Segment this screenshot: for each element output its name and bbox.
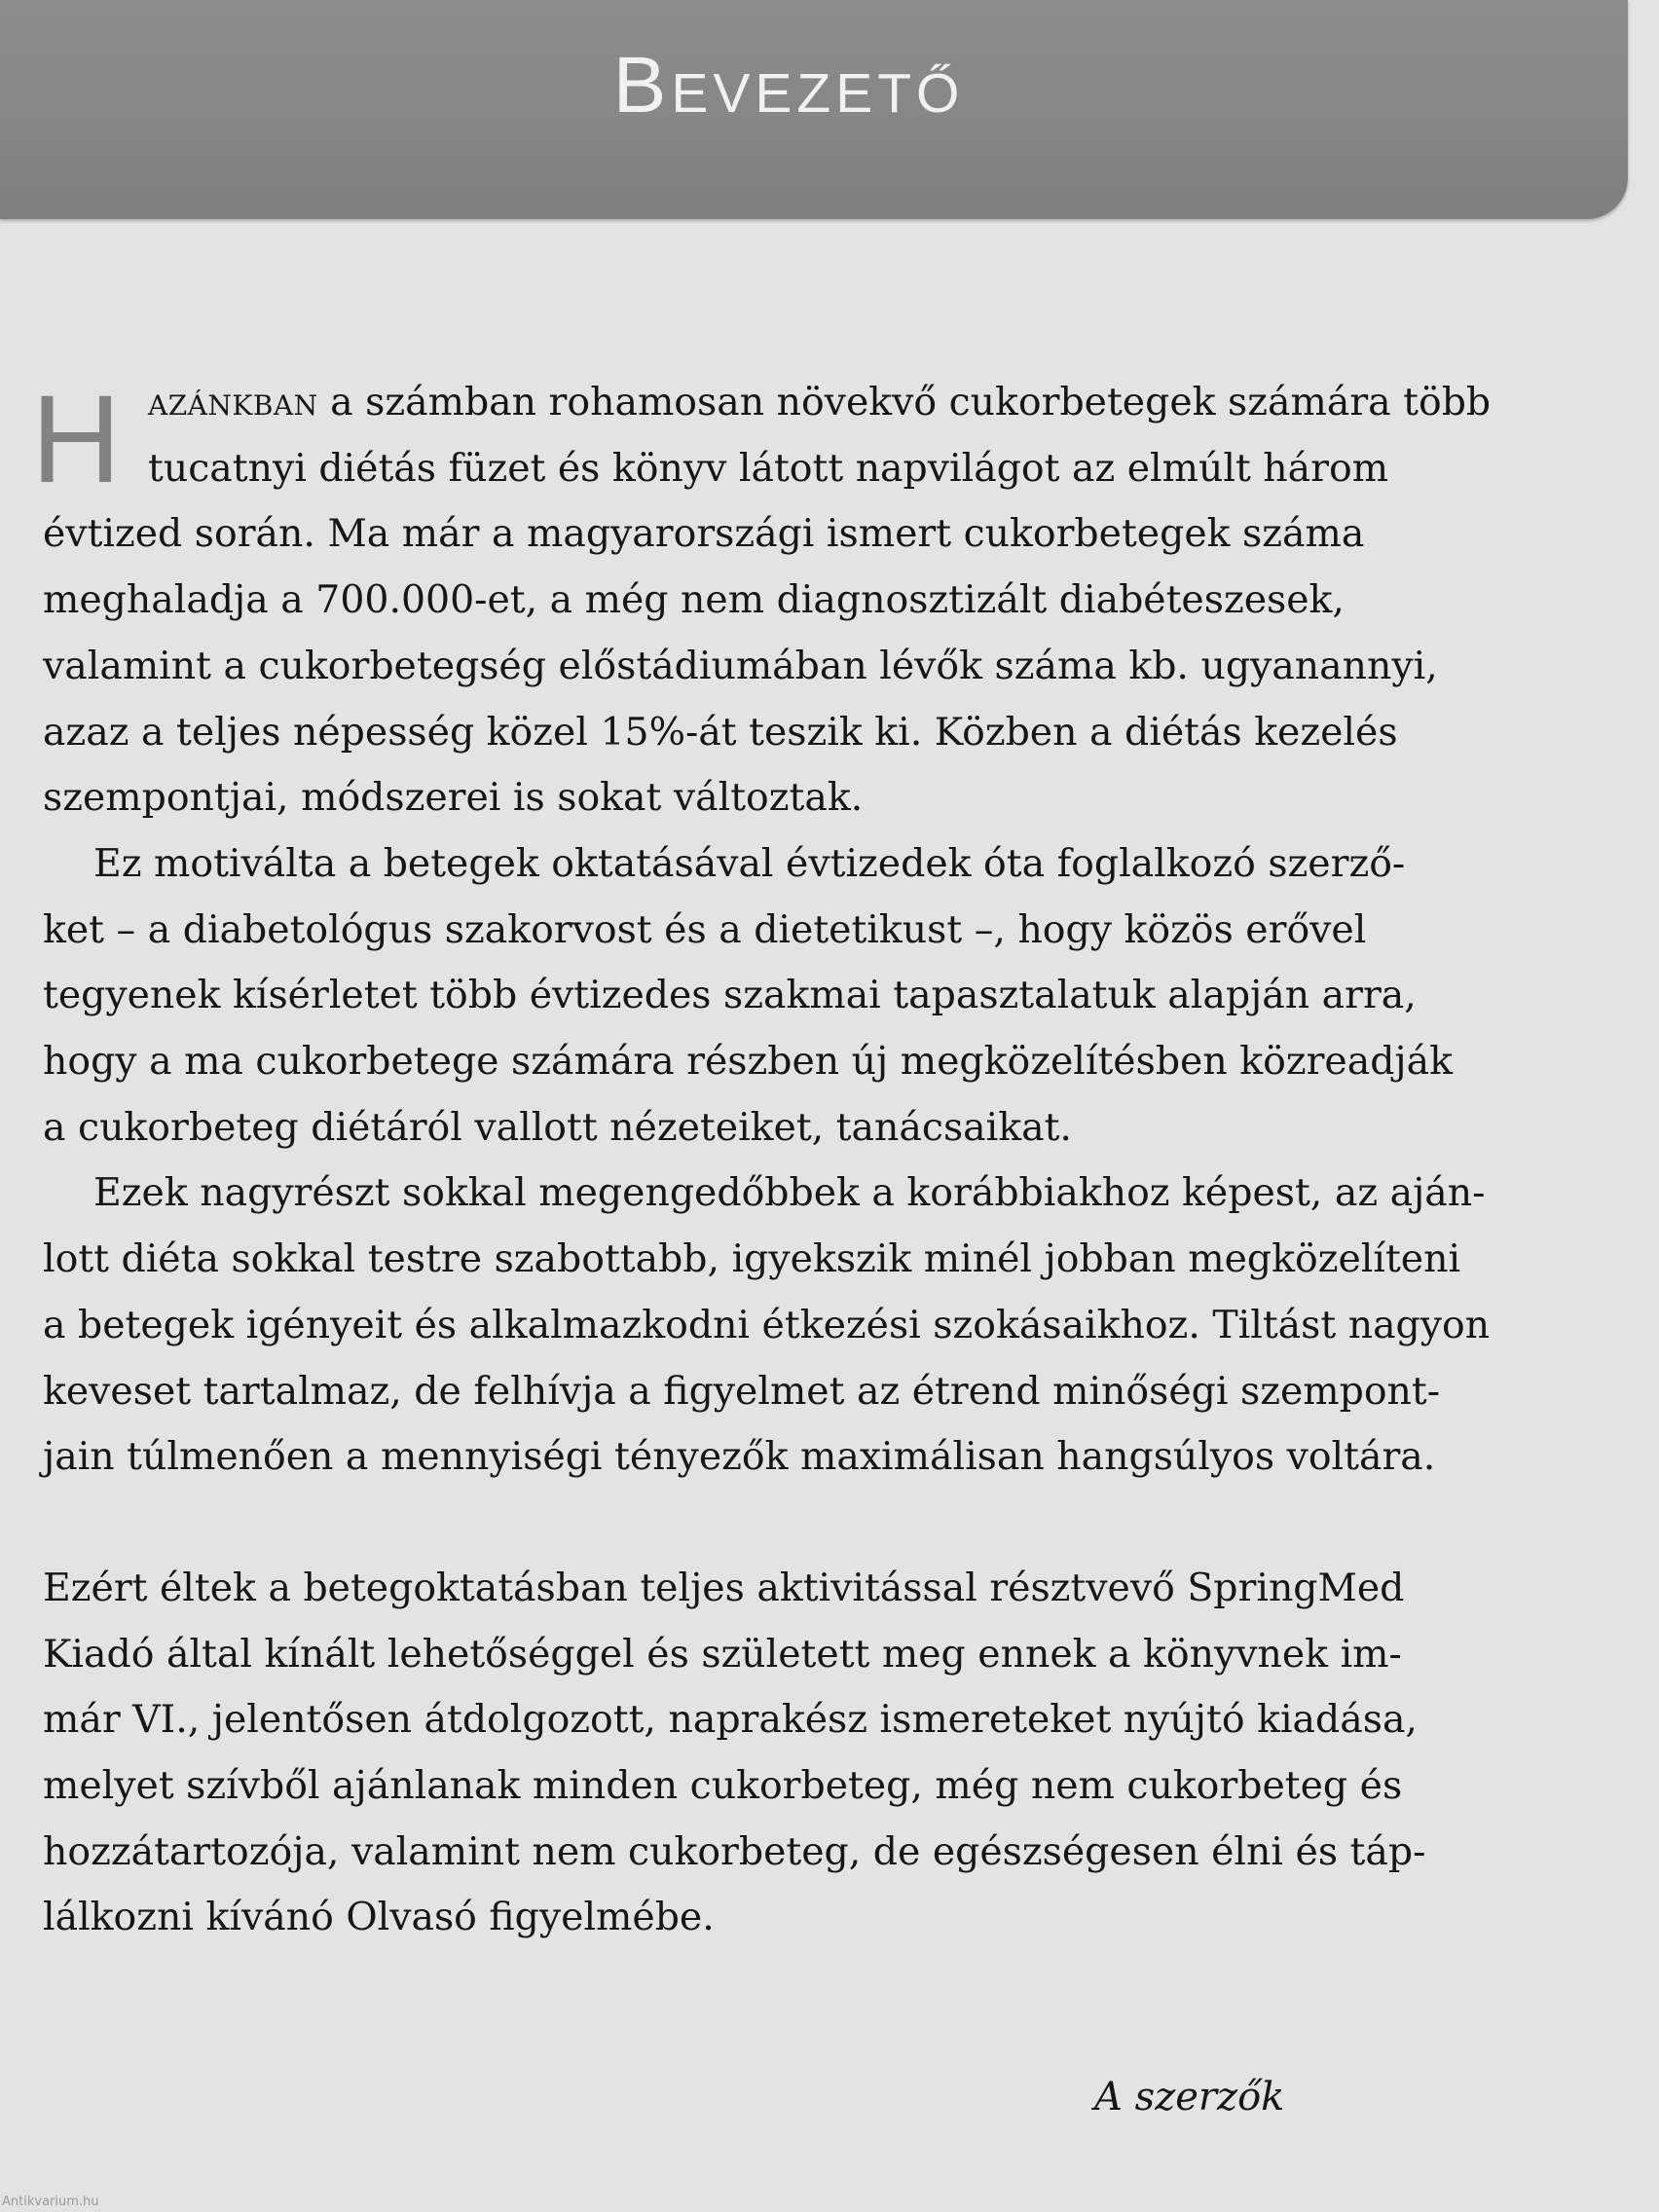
paragraph-line: a betegek igényeit és alkalmazkodni étkezési szokásaikhoz. Tiltást nagyon <box>43 1302 1491 1347</box>
drop-cap: H <box>31 370 122 509</box>
paragraph-line: évtized során. Ma már a magyarországi ismert cukorbetegek száma <box>43 511 1365 557</box>
paragraph-line: Ezek nagyrészt sokkal megengedőbbek a korábbiakhoz képest, az aján- <box>93 1170 1486 1216</box>
paragraph-1 <box>31 370 1552 831</box>
paragraph-3 <box>43 1161 1552 1491</box>
paragraph-2 <box>43 831 1552 1161</box>
watermark: Antikvarium.hu <box>2 2194 99 2209</box>
paragraph-line: jain túlmenően a mennyiségi tényezők maximálisan hangsúlyos voltára. <box>43 1434 1436 1480</box>
paragraph-line: lálkozni kívánó Olvasó figyelmébe. <box>43 1895 715 1940</box>
paragraph-line: Ez motiválta a betegek oktatásával évtizedek óta foglalkozó szerző- <box>93 840 1406 886</box>
paragraph-line: szempontjai, módszerei is sokat változtak. <box>43 775 864 821</box>
paragraph-line <box>43 370 1552 436</box>
paragraph-line: keveset tartalmaz, de felhívja a figyelmet az étrend minőségi szempont- <box>43 1368 1441 1414</box>
lead-in-smallcaps: azánkban <box>148 380 318 424</box>
paragraph-line: hozzátartozója, valamint nem cukorbeteg, de egészségesen élni és táp- <box>43 1828 1426 1874</box>
paragraph-line: hogy a ma cukorbetege számára részben új megközelítésben közreadják <box>43 1039 1453 1085</box>
paragraph-line: melyet szívből ajánlanak minden cukorbeteg, még nem cukorbeteg és <box>43 1763 1403 1809</box>
paragraph-line: azaz a teljes népesség közel 15%-át teszik ki. Közben a diétás kezelés <box>43 709 1398 755</box>
paragraph-spacer <box>43 1491 1552 1556</box>
paragraph-line: tucatnyi diétás füzet és könyv látott napvilágot az elmúlt három <box>148 445 1389 491</box>
paragraph-line: már VI., jelentősen átdolgozott, naprakész ismereteket nyújtó kiadása, <box>43 1697 1418 1743</box>
chapter-title: Bevezető <box>612 41 965 129</box>
paragraph-line: meghaladja a 700.000-et, a még nem diagnosztizált diabéteszesek, <box>43 577 1345 623</box>
paragraph-line: valamint a cukorbetegség előstádiumában lévők száma kb. ugyanannyi, <box>43 643 1438 688</box>
paragraph-line: ket – a diabetológus szakorvost és a dietetikust –, hogy közös erővel <box>43 906 1367 952</box>
paragraph-line: Kiadó által kínált lehetőséggel és született meg ennek a könyvnek im- <box>43 1631 1402 1677</box>
paragraph-4 <box>43 1556 1552 1951</box>
body-text <box>31 370 1552 1951</box>
chapter-header-band <box>0 0 1628 219</box>
paragraph-line: lott diéta sokkal testre szabottabb, igyekszik minél jobban megközelíteni <box>43 1236 1461 1282</box>
line-text: a számban rohamosan növekvő cukorbetegek számára több <box>317 380 1492 424</box>
paragraph-line: a cukorbeteg diétáról vallott nézeteiket, tanácsaikat. <box>43 1104 1072 1150</box>
signature: A szerzők <box>1094 2075 1285 2120</box>
paragraph-line: tegyenek kísérletet több évtizedes szakmai tapasztalatuk alapján arra, <box>43 973 1417 1018</box>
paragraph-line: Ezért éltek a betegoktatásban teljes aktivitással résztvevő SpringMed <box>43 1565 1405 1610</box>
